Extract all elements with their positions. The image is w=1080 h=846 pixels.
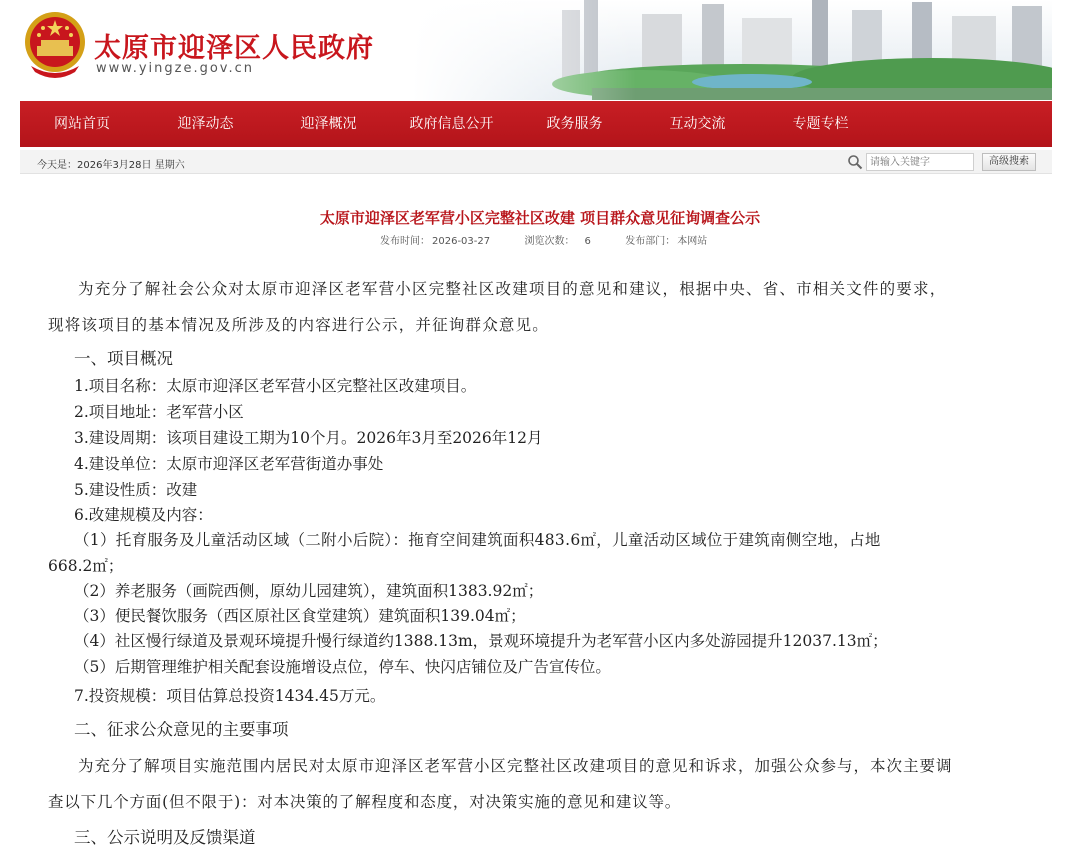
- list-item: （3）便民餐饮服务（西区原社区食堂建筑）建筑面积139.04㎡；: [74, 607, 526, 625]
- list-item: （5）后期管理维护相关配套设施增设点位，停车、快闪店铺位及广告宣传位。: [74, 658, 611, 676]
- paragraph-line: 为充分了解项目实施范围内居民对太原市迎泽区老军营小区完整社区改建项目的意见和诉求，加强公众参与，本次主要调: [78, 757, 953, 775]
- paragraph-line: 现将该项目的基本情况及所涉及的内容进行公示，并征询群众意见。: [48, 316, 550, 334]
- article-title: 太原市迎泽区老军营小区完整社区改建 项目群众意见征询调查公示: [319, 209, 761, 227]
- views-label: 浏览次数：: [524, 236, 575, 247]
- list-item: （2）养老服务（画院西侧，原幼儿园建筑），建筑面积1383.92㎡；: [74, 582, 544, 600]
- list-item: 6.改建规模及内容：: [74, 506, 213, 524]
- site-name: 太原市迎泽区人民政府: [94, 33, 374, 64]
- dept-label: 发布部门：: [625, 236, 676, 247]
- nav-item-overview[interactable]: 迎泽概况: [300, 116, 357, 132]
- nav-item-news[interactable]: 迎泽动态: [177, 116, 234, 132]
- list-item: （4）社区慢行绿道及景观环境提升慢行绿道约1388.13m，景观环境提升为老军营小区内多处游园提升12037.13㎡；: [74, 632, 888, 650]
- list-item: 3.建设周期：该项目建设工期为10个月。2026年3月至2026年12月: [74, 429, 543, 447]
- list-item: 2.项目地址：老军营小区: [74, 403, 244, 421]
- publish-time: 2026-03-27: [432, 236, 491, 247]
- current-date: 今天是：2026年3月28日 星期六: [37, 160, 185, 171]
- paragraph-line: 为充分了解社会公众对太原市迎泽区老军营小区完整社区改建项目的意见和建议，根据中央、省、市相关文件的要求，: [78, 280, 947, 298]
- list-item: 1.项目名称：太原市迎泽区老军营小区完整社区改建项目。: [74, 377, 477, 395]
- nav-item-home[interactable]: 网站首页: [54, 116, 110, 132]
- list-item: 668.2㎡；: [48, 557, 124, 575]
- publish-time-label: 发布时间：: [380, 236, 430, 247]
- list-item: 5.建设性质：改建: [74, 481, 198, 499]
- list-item: （1）托育服务及儿童活动区域（二附小后院）：拖育空间建筑面积483.6㎡，儿童活动区域位于建筑南侧空地，占地: [74, 531, 881, 549]
- nav-item-topics[interactable]: 专题专栏: [792, 116, 849, 132]
- site-url: www.yingze.gov.cn: [96, 61, 254, 76]
- paragraph-line: 查以下几个方面(但不限于)：对本决策的了解程度和态度，对决策实施的意见和建议等。: [48, 793, 682, 811]
- views-count: 6: [584, 236, 591, 247]
- nav-item-gov-services[interactable]: 政务服务: [546, 116, 603, 132]
- section-heading: 三、公示说明及反馈渠道: [74, 828, 256, 846]
- section-heading: 一、项目概况: [74, 349, 173, 368]
- nav-item-interaction[interactable]: 互动交流: [669, 116, 726, 132]
- section-heading: 二、征求公众意见的主要事项: [74, 720, 289, 739]
- advanced-search-button[interactable]: 高级搜索: [982, 153, 1036, 171]
- dept: 本网站: [677, 236, 708, 247]
- list-item: 4.建设单位：太原市迎泽区老军营街道办事处: [74, 455, 384, 473]
- list-item: 7.投资规模：项目估算总投资1434.45万元。: [74, 687, 386, 705]
- nav-item-info-disclosure[interactable]: 政府信息公开: [409, 116, 494, 132]
